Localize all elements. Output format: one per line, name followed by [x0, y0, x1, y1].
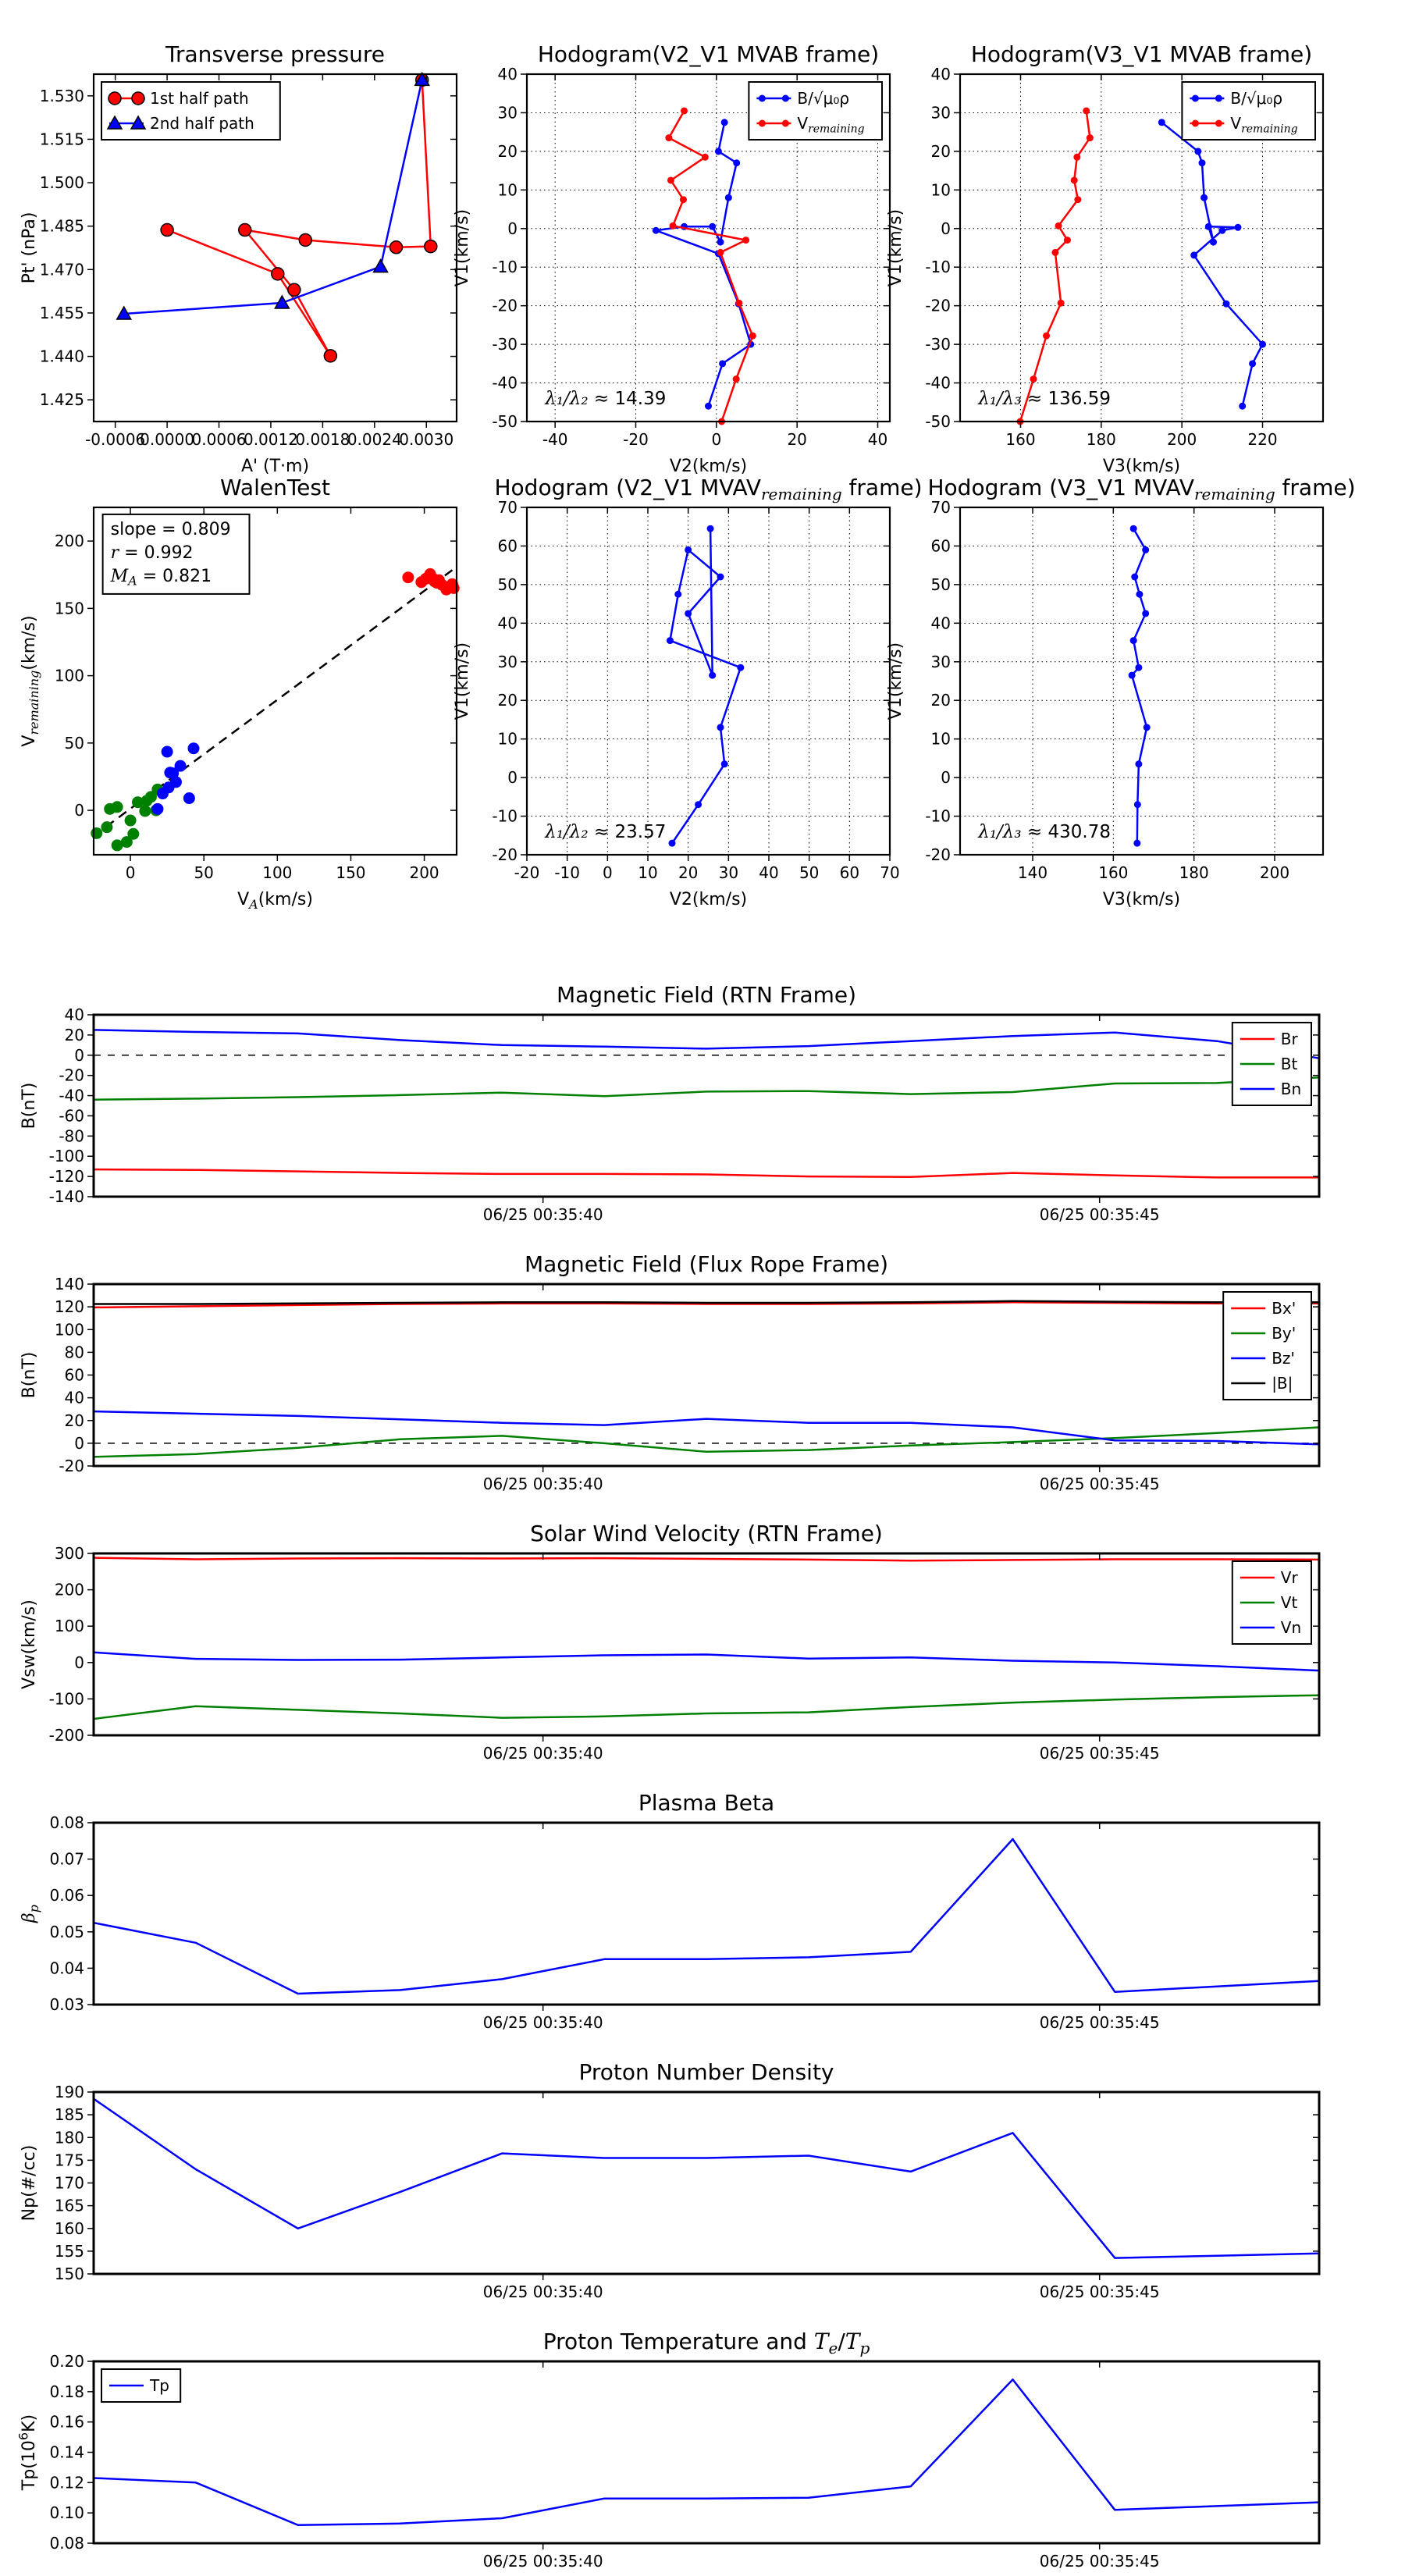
svg-text:Vremaining(km/s): $V_{remaining}(km/s)$	[20, 615, 41, 747]
svg-text:-50: -50	[925, 412, 951, 431]
chart-hodogram-v2v1-mvab	[449, 37, 905, 482]
svg-text:0.16: 0.16	[49, 2412, 84, 2432]
svg-text:-20: -20	[59, 1066, 84, 1085]
svg-text:170: 170	[54, 2173, 84, 2193]
svg-text:-20: -20	[492, 845, 518, 864]
svg-text:-80: -80	[59, 1126, 84, 1146]
svg-text:165: 165	[54, 2196, 84, 2215]
svg-text:Vr: Vr	[1280, 1568, 1298, 1587]
svg-text:0.14: 0.14	[49, 2443, 84, 2462]
svg-text:1.485: 1.485	[39, 216, 84, 236]
chart-solar-wind-velocity	[16, 1516, 1335, 1796]
svg-text:60: 60	[64, 1365, 84, 1385]
svg-text:0.08: 0.08	[49, 1813, 84, 1832]
svg-text:B/√μ₀ρ: B/√μ₀ρ	[1230, 89, 1283, 108]
svg-text:30: 30	[497, 652, 518, 671]
svg-text:100: 100	[54, 1617, 84, 1636]
svg-text:120: 120	[54, 1297, 84, 1317]
svg-text:06/25 00:35:40: 06/25 00:35:40	[482, 2013, 603, 2032]
svg-text:0: 0	[74, 1653, 84, 1672]
svg-text:-100: -100	[48, 1147, 84, 1166]
svg-text:180: 180	[1179, 863, 1209, 882]
svg-text:-10: -10	[492, 258, 518, 277]
svg-text:Br: Br	[1280, 1030, 1298, 1048]
svg-text:Tp: Tp	[150, 2376, 169, 2395]
svg-text:-10: -10	[925, 806, 951, 826]
svg-text:10: 10	[497, 180, 518, 200]
svg-text:Bx': Bx'	[1272, 1299, 1297, 1318]
svg-text:50: 50	[64, 733, 84, 753]
svg-text:20: 20	[930, 691, 951, 710]
svg-text:0.0000: 0.0000	[140, 430, 195, 449]
svg-text:Vremaining: $V_{remaining}$	[797, 114, 865, 136]
svg-text:220: 220	[1247, 430, 1278, 449]
svg-text:-20: -20	[514, 863, 540, 882]
chart-magnetic-field-flux-rope	[16, 1247, 1335, 1527]
svg-text:-10: -10	[554, 863, 581, 882]
svg-text:30: 30	[930, 652, 951, 671]
svg-text:20: 20	[497, 141, 518, 161]
svg-text:-20: -20	[623, 430, 649, 449]
svg-text:185: 185	[54, 2105, 84, 2125]
chart-hodogram-v3v1-mvab	[882, 37, 1339, 482]
svg-text:0: 0	[602, 863, 613, 882]
svg-text:70: 70	[497, 498, 518, 517]
svg-text:0.08: 0.08	[49, 2534, 84, 2553]
chart-proton-temperature	[16, 2324, 1335, 2576]
svg-text:VA(km/s): $V_A(km/s)$	[237, 890, 313, 912]
svg-text:60: 60	[839, 863, 860, 882]
chart-hodogram-v3v1-mvav	[882, 470, 1356, 916]
svg-text:30: 30	[497, 103, 518, 123]
svg-text:140: 140	[1017, 863, 1048, 882]
svg-text:0.05: 0.05	[49, 1922, 84, 1941]
chart-proton-number-density	[16, 2055, 1335, 2335]
svg-text:06/25 00:35:45: 06/25 00:35:45	[1039, 1475, 1160, 1493]
svg-text:0: 0	[74, 1045, 84, 1065]
svg-text:06/25 00:35:45: 06/25 00:35:45	[1039, 2013, 1160, 2032]
svg-text:1.440: 1.440	[39, 347, 84, 366]
svg-text:20: 20	[787, 430, 807, 449]
svg-text:-20: -20	[492, 296, 518, 315]
svg-text:-40: -40	[925, 373, 951, 393]
svg-text:λ₁/λ₂ ≈ 14.39: λ₁/λ₂ ≈ 14.39	[545, 388, 667, 409]
svg-text:200: 200	[1167, 430, 1197, 449]
svg-text:WalenTest: WalenTest	[220, 475, 330, 500]
svg-text:40: 40	[759, 863, 779, 882]
svg-text:V2(km/s): V2(km/s)	[669, 890, 748, 909]
svg-text:-30: -30	[925, 335, 951, 354]
svg-text:20: 20	[678, 863, 699, 882]
chart-hodogram-v2v1-mvav	[449, 470, 923, 916]
svg-text:-20: -20	[59, 1457, 84, 1475]
svg-text:0.03: 0.03	[49, 1995, 84, 2014]
svg-text:40: 40	[867, 430, 888, 449]
svg-text:70: 70	[930, 498, 951, 517]
svg-text:-50: -50	[492, 412, 518, 431]
svg-text:V3(km/s): V3(km/s)	[1102, 890, 1181, 909]
svg-text:0.20: 0.20	[49, 2352, 84, 2371]
svg-text:Hodogram(V3_V1 MVAB frame): Hodogram(V3_V1 MVAB frame)	[970, 41, 1313, 67]
svg-text:0: 0	[74, 801, 84, 820]
svg-text:Magnetic Field (RTN Frame): Magnetic Field (RTN Frame)	[556, 982, 857, 1008]
svg-text:Hodogram(V2_V1 MVAB frame): Hodogram(V2_V1 MVAB frame)	[537, 41, 880, 67]
svg-text:190: 190	[54, 2083, 84, 2101]
svg-text:1.530: 1.530	[39, 86, 84, 105]
svg-text:10: 10	[930, 180, 951, 200]
svg-text:Magnetic Field (Flux Rope Fram: Magnetic Field (Flux Rope Frame)	[524, 1251, 889, 1277]
svg-text:Transverse pressure: Transverse pressure	[165, 41, 385, 67]
svg-text:-200: -200	[48, 1726, 84, 1745]
svg-text:70: 70	[880, 863, 900, 882]
svg-text:40: 40	[497, 65, 518, 84]
svg-text:-20: -20	[925, 296, 951, 315]
svg-text:200: 200	[54, 1580, 84, 1599]
svg-text:1.500: 1.500	[39, 173, 84, 193]
svg-text:V1(km/s): V1(km/s)	[453, 642, 472, 720]
svg-text:100: 100	[54, 666, 84, 685]
svg-text:Np(#/cc): Np(#/cc)	[20, 2144, 39, 2222]
svg-text:40: 40	[497, 614, 518, 633]
svg-text:0.0030: 0.0030	[399, 430, 454, 449]
svg-text:50: 50	[497, 575, 518, 594]
svg-text:-40: -40	[59, 1086, 84, 1105]
svg-text:βp: $\beta_p$	[20, 1905, 41, 1923]
svg-text:-30: -30	[492, 335, 518, 354]
svg-text:|B|: |B|	[1272, 1374, 1293, 1393]
svg-text:40: 40	[64, 1388, 84, 1407]
svg-text:06/25 00:35:40: 06/25 00:35:40	[482, 1744, 603, 1763]
svg-text:20: 20	[930, 141, 951, 161]
svg-text:10: 10	[638, 863, 658, 882]
svg-text:50: 50	[930, 575, 951, 594]
svg-text:Vt: Vt	[1280, 1593, 1298, 1612]
svg-text:0.0012: 0.0012	[243, 430, 298, 449]
svg-text:20: 20	[64, 1411, 84, 1430]
svg-text:06/25 00:35:45: 06/25 00:35:45	[1039, 2552, 1160, 2571]
svg-text:B/√μ₀ρ: B/√μ₀ρ	[797, 89, 850, 108]
svg-text:180: 180	[54, 2128, 84, 2147]
svg-text:0.06: 0.06	[49, 1886, 84, 1905]
svg-text:20: 20	[497, 691, 518, 710]
svg-text:200: 200	[54, 532, 84, 551]
svg-text:1st half path: 1st half path	[150, 89, 249, 108]
svg-text:50: 50	[799, 863, 820, 882]
svg-text:MA = 0.821: $M_A = 0.821$	[110, 566, 212, 589]
svg-text:Vremaining: $V_{remaining}$	[1230, 114, 1298, 136]
svg-text:0.10: 0.10	[49, 2503, 84, 2523]
svg-text:Hodogram (V2_V1 MVAVremaining: Hodogram (V2_V1 $MVAV_{remaining}$ frame)	[494, 475, 923, 504]
svg-text:By': By'	[1272, 1324, 1297, 1343]
svg-text:-10: -10	[925, 258, 951, 277]
svg-text:Hodogram (V3_V1 MVAVremaining: Hodogram (V3_V1 $MVAV_{remaining}$ frame)	[927, 475, 1356, 504]
svg-text:0.12: 0.12	[49, 2473, 84, 2492]
svg-text:06/25 00:35:40: 06/25 00:35:40	[482, 1475, 603, 1493]
svg-text:V3(km/s): V3(km/s)	[1102, 457, 1181, 476]
svg-text:-0.0006: -0.0006	[85, 430, 146, 449]
svg-text:V2(km/s): V2(km/s)	[669, 457, 748, 476]
svg-text:-100: -100	[48, 1689, 84, 1709]
svg-text:-60: -60	[59, 1106, 84, 1126]
svg-text:160: 160	[1098, 863, 1129, 882]
svg-text:10: 10	[930, 729, 951, 749]
svg-text:-140: -140	[48, 1187, 84, 1206]
svg-text:-40: -40	[492, 373, 518, 393]
svg-text:200: 200	[1259, 863, 1290, 882]
svg-text:80: 80	[64, 1343, 84, 1362]
svg-text:-20: -20	[925, 845, 951, 864]
svg-text:60: 60	[930, 536, 951, 556]
svg-text:V1(km/s): V1(km/s)	[886, 642, 905, 720]
svg-text:180: 180	[1086, 430, 1116, 449]
svg-text:30: 30	[718, 863, 739, 882]
svg-text:0: 0	[507, 768, 518, 788]
svg-text:10: 10	[497, 729, 518, 749]
svg-text:50: 50	[194, 863, 214, 882]
svg-text:0: 0	[74, 1433, 84, 1453]
svg-text:Proton Temperature and Te/Tp: Proton Temperature and $T_e/T_p$	[542, 2329, 870, 2358]
svg-text:175: 175	[54, 2151, 84, 2170]
svg-text:60: 60	[497, 536, 518, 556]
svg-text:Proton Number Density: Proton Number Density	[578, 2059, 834, 2085]
svg-text:0: 0	[941, 219, 951, 238]
svg-text:100: 100	[54, 1320, 84, 1340]
svg-text:V1(km/s): V1(km/s)	[453, 208, 472, 287]
svg-text:λ₁/λ₃ ≈ 136.59: λ₁/λ₃ ≈ 136.59	[978, 388, 1111, 409]
svg-text:30: 30	[930, 103, 951, 123]
svg-text:160: 160	[1005, 430, 1036, 449]
svg-text:300: 300	[54, 1544, 84, 1563]
svg-text:06/25 00:35:45: 06/25 00:35:45	[1039, 1205, 1160, 1224]
svg-text:slope = 0.809: slope = 0.809	[110, 519, 231, 539]
svg-text:Pt' (nPa): Pt' (nPa)	[20, 212, 39, 284]
svg-text:150: 150	[54, 2265, 84, 2283]
svg-text:40: 40	[930, 614, 951, 633]
chart-magnetic-field-rtn	[16, 977, 1335, 1258]
svg-text:155: 155	[54, 2241, 84, 2261]
svg-text:-120: -120	[48, 1167, 84, 1187]
svg-text:06/25 00:35:45: 06/25 00:35:45	[1039, 2282, 1160, 2301]
svg-text:-40: -40	[542, 430, 568, 449]
svg-text:0: 0	[507, 219, 518, 238]
svg-text:06/25 00:35:45: 06/25 00:35:45	[1039, 1744, 1160, 1763]
svg-text:0: 0	[125, 863, 136, 882]
svg-text:100: 100	[262, 863, 293, 882]
svg-text:0.0006: 0.0006	[191, 430, 247, 449]
svg-text:06/25 00:35:40: 06/25 00:35:40	[482, 1205, 603, 1224]
svg-text:Tp(106K): $Tp(10^6K)$	[16, 2414, 39, 2491]
svg-text:V1(km/s): V1(km/s)	[886, 208, 905, 287]
svg-text:Vn: Vn	[1280, 1618, 1302, 1637]
svg-text:0.0018: 0.0018	[295, 430, 350, 449]
svg-text:A' (T·m): A' (T·m)	[240, 457, 310, 476]
svg-text:1.515: 1.515	[39, 130, 84, 149]
svg-text:0.04: 0.04	[49, 1959, 84, 1978]
svg-text:1.425: 1.425	[39, 390, 84, 410]
chart-transverse-pressure	[16, 37, 472, 482]
svg-text:06/25 00:35:40: 06/25 00:35:40	[482, 2282, 603, 2301]
svg-text:40: 40	[64, 1005, 84, 1024]
svg-text:0: 0	[941, 768, 951, 788]
svg-text:40: 40	[930, 65, 951, 84]
svg-text:B(nT): B(nT)	[20, 1082, 39, 1130]
svg-text:150: 150	[54, 599, 84, 618]
svg-text:Solar Wind Velocity (RTN Frame: Solar Wind Velocity (RTN Frame)	[530, 1521, 883, 1546]
chart-walen-test	[16, 470, 472, 916]
svg-text:Vsw(km/s): Vsw(km/s)	[20, 1599, 39, 1689]
svg-text:Bt: Bt	[1280, 1055, 1298, 1073]
svg-text:20: 20	[64, 1025, 84, 1044]
svg-text:0.07: 0.07	[49, 1849, 84, 1869]
svg-text:Plasma Beta: Plasma Beta	[638, 1790, 775, 1816]
svg-text:06/25 00:35:40: 06/25 00:35:40	[482, 2552, 603, 2571]
svg-text:0: 0	[711, 430, 722, 449]
svg-text:140: 140	[54, 1275, 84, 1293]
svg-text:λ₁/λ₃ ≈ 430.78: λ₁/λ₃ ≈ 430.78	[978, 821, 1111, 842]
chart-plasma-beta	[16, 1785, 1335, 2065]
svg-text:160: 160	[54, 2218, 84, 2238]
svg-text:Bz': Bz'	[1272, 1349, 1295, 1368]
svg-text:2nd half path: 2nd half path	[150, 114, 254, 133]
svg-text:150: 150	[336, 863, 366, 882]
svg-text:Bn: Bn	[1280, 1080, 1302, 1098]
svg-text:1.455: 1.455	[39, 303, 84, 322]
svg-text:0.0024: 0.0024	[347, 430, 402, 449]
svg-text:r = 0.992: r = 0.992	[110, 543, 194, 563]
svg-text:λ₁/λ₂ ≈ 23.57: λ₁/λ₂ ≈ 23.57	[545, 821, 667, 842]
svg-text:B(nT): B(nT)	[20, 1351, 39, 1399]
svg-text:200: 200	[409, 863, 439, 882]
svg-text:1.470: 1.470	[39, 260, 84, 279]
svg-text:0.18: 0.18	[49, 2382, 84, 2401]
svg-text:-10: -10	[492, 806, 518, 826]
